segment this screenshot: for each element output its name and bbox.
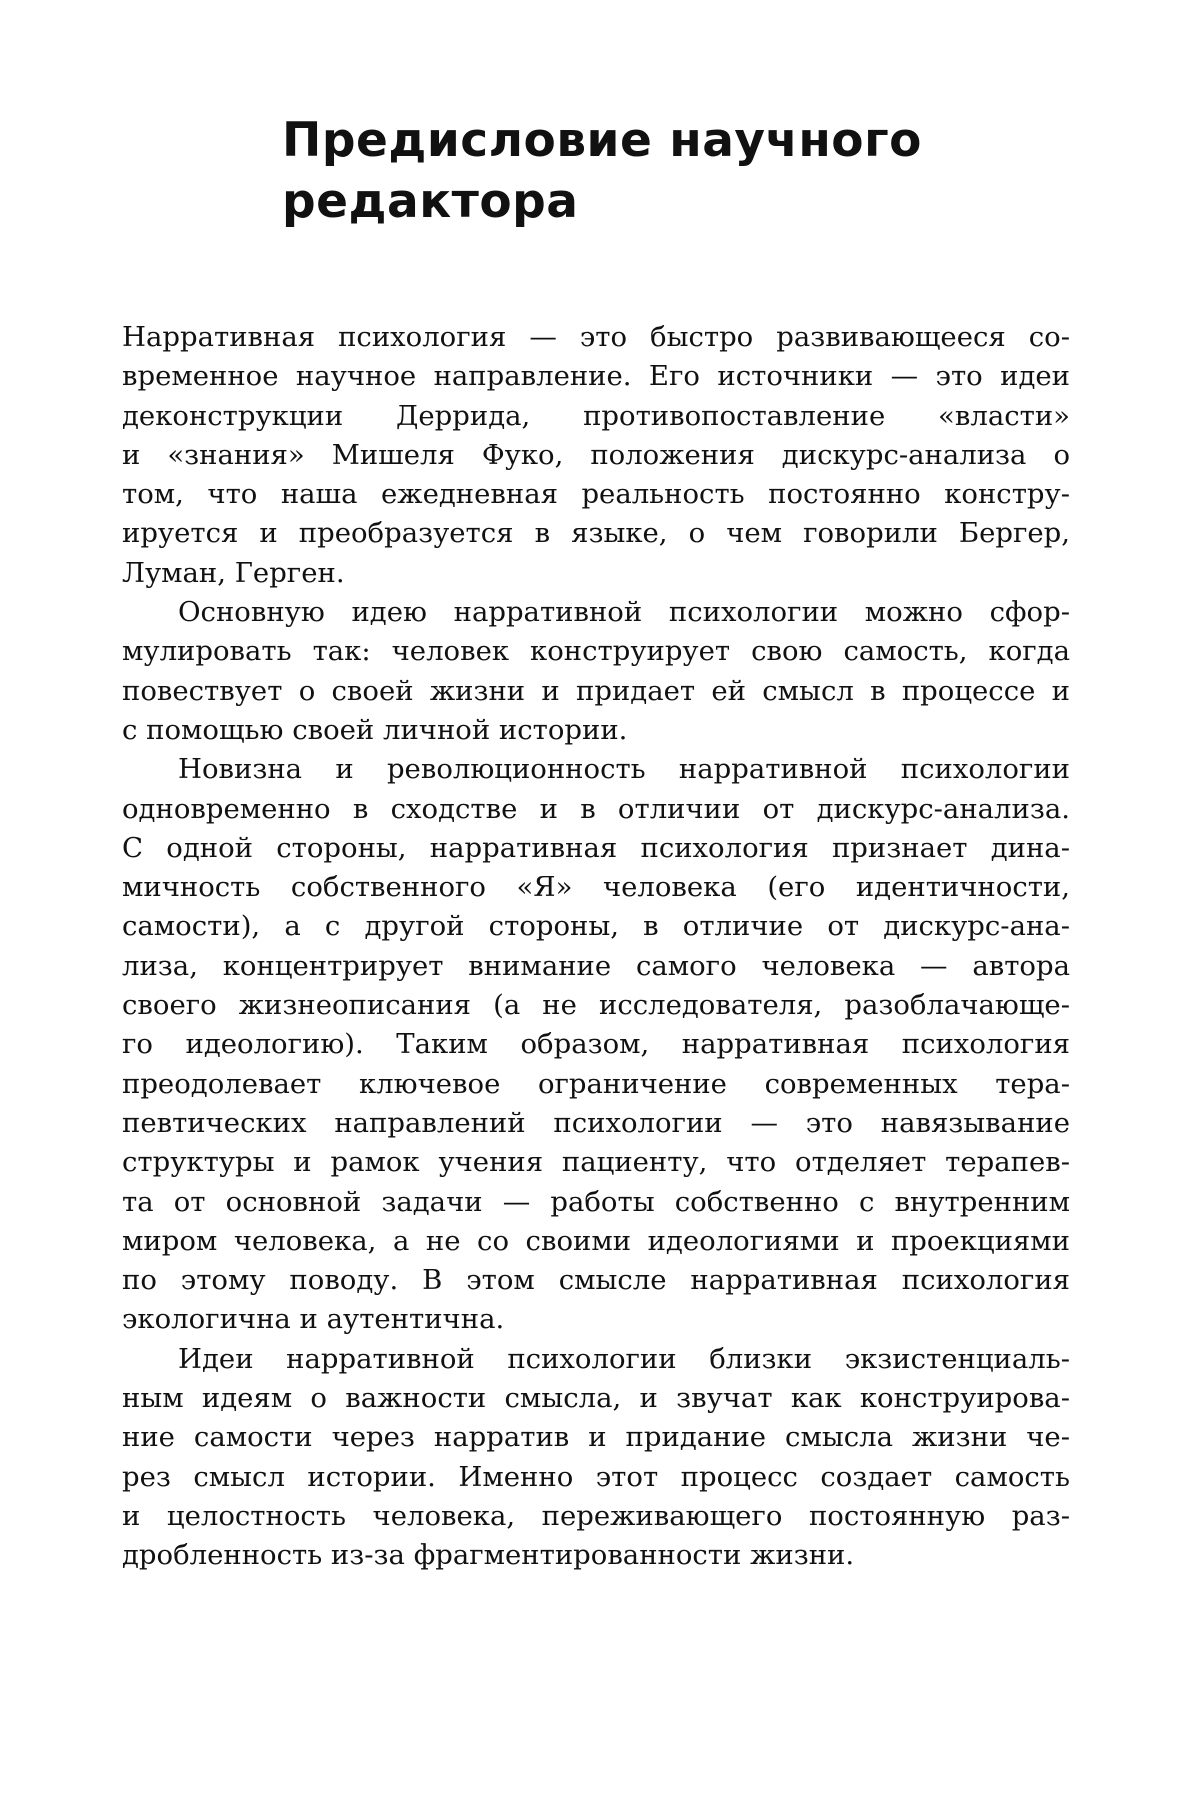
text-line: Основную идею нарративной психологии можно сфор-	[178, 596, 1070, 629]
chapter-title-line: редактора	[282, 174, 579, 229]
text-line: Нарративная психология — это быстро развивающееся со-	[122, 321, 1070, 353]
text-line: своего жизнеописания (а не исследователя, разоблачающе-	[122, 989, 1070, 1022]
text-line: Новизна и революционность нарративной психологии	[178, 753, 1070, 786]
text-line: Луман, Герген.	[122, 556, 345, 589]
paragraph-1	[122, 318, 1070, 593]
text-line: по этому поводу. В этом смысле нарративная психология	[122, 1264, 1070, 1297]
paragraph-2	[122, 593, 1070, 750]
text-line: ируется и преобразуется в языке, о чем говорили Бергер,	[122, 517, 1070, 550]
text-line: мулировать так: человек конструирует свою самость, когда	[122, 635, 1070, 668]
text-line: мичность собственного «Я» человека (его идентичности,	[122, 871, 1070, 904]
text-line: лиза, концентрирует внимание самого человека — автора	[122, 949, 1070, 982]
body-text	[122, 318, 1070, 1576]
text-line: том, что наша ежедневная реальность постоянно констру-	[122, 478, 1070, 511]
text-line: и целостность человека, переживающего постоянную раз-	[122, 1499, 1070, 1532]
paragraph-4	[122, 1340, 1070, 1576]
text-line: та от основной задачи — работы собственно с внутренним	[122, 1185, 1070, 1218]
text-line: преодолевает ключевое ограничение современных тера-	[122, 1067, 1070, 1100]
paragraph-3	[122, 750, 1070, 1339]
text-line: ние самости через нарратив и придание смысла жизни че-	[122, 1421, 1070, 1454]
text-line: и «знания» Мишеля Фуко, положения дискурс-анализа о	[122, 438, 1070, 471]
text-line: структуры и рамок учения пациенту, что отделяет терапев-	[122, 1146, 1070, 1179]
text-line: экологична и аутентична.	[122, 1303, 505, 1336]
text-line: Идеи нарративной психологии близки экзистенциаль-	[178, 1342, 1070, 1375]
text-line: певтических направлений психологии — это навязывание	[122, 1106, 1070, 1139]
text-line: рез смысл истории. Именно этот процесс создает самость	[122, 1460, 1070, 1493]
text-line: с помощью своей личной истории.	[122, 713, 628, 746]
text-line: деконструкции Деррида, противопоставление «власти»	[122, 399, 1070, 432]
text-line: ным идеям о важности смысла, и звучат как конструирова-	[122, 1382, 1070, 1415]
text-line: повествует о своей жизни и придает ей смысл в процессе и	[122, 674, 1070, 707]
text-line: С одной стороны, нарративная психология признает дина-	[122, 831, 1070, 864]
text-line: миром человека, а не со своими идеологиями и проекциями	[122, 1224, 1070, 1257]
chapter-title	[282, 110, 1082, 232]
text-line: одновременно в сходстве и в отличии от дискурс-анализа.	[122, 792, 1070, 825]
chapter-title-line: Предисловие научного	[282, 113, 922, 168]
text-line: го идеологию). Таким образом, нарративная психология	[122, 1028, 1070, 1061]
text-line: временное научное направление. Его источники — это идеи	[122, 360, 1070, 393]
text-line: дробленность из-за фрагментированности жизни.	[122, 1539, 855, 1572]
text-line: самости), а с другой стороны, в отличие от дискурс-ана-	[122, 910, 1070, 943]
